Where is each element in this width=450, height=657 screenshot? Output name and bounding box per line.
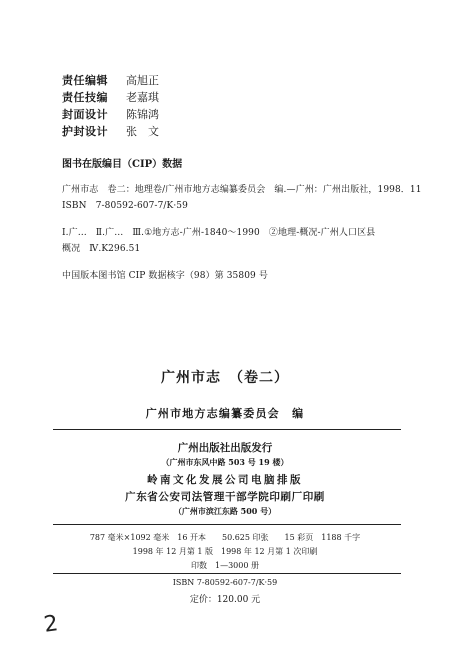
cip-isbn: ISBN 7-80592-607-7/K·59 xyxy=(62,201,188,211)
printer: 广东省公安司法管理干部学院印刷厂印刷 xyxy=(125,491,325,503)
credit-row xyxy=(62,106,159,123)
cip-classification-cont: 概况 Ⅳ.K296.51 xyxy=(62,244,141,254)
price: 定价：120.00 元 xyxy=(189,595,261,605)
handwritten-mark: 2 xyxy=(42,611,60,638)
cip-title: 图书在版编目（CIP）数据 xyxy=(62,159,183,170)
credit-row xyxy=(62,123,159,140)
credit-row xyxy=(62,89,159,106)
divider xyxy=(53,573,401,574)
printer-address: （广州市滨江东路 500 号） xyxy=(173,506,277,516)
cip-line: 广州市志 卷二：地理卷/广州市地方志编纂委员会 编.—广州：广州出版社，1998．11 xyxy=(62,185,422,195)
print-run: 印数 1—3000 册 xyxy=(191,561,259,570)
edition-info: 1998 年 12 月第 1 版 1998 年 12 月第 1 次印刷 xyxy=(132,547,318,556)
typesetter: 岭南文化发展公司电脑排版 xyxy=(147,474,303,486)
credit-name: 张 文 xyxy=(126,125,159,138)
publisher-address: （广州市东风中路 503 号 19 楼） xyxy=(161,457,289,467)
divider xyxy=(53,524,401,525)
cip-record-number: 中国版本图书馆 CIP 数据核字（98）第 35809 号 xyxy=(62,271,268,281)
credit-name: 老嘉琪 xyxy=(126,91,159,104)
isbn: ISBN 7-80592-607-7/K·59 xyxy=(172,578,278,587)
credit-name: 高旭正 xyxy=(126,74,159,87)
book-editor: 广州市地方志编纂委员会 编 xyxy=(145,407,305,420)
credits-block xyxy=(62,72,159,140)
publisher-name: 广州出版社出版发行 xyxy=(177,442,273,454)
credit-role: 责任技编 xyxy=(62,91,108,104)
divider xyxy=(53,429,401,430)
credit-role: 封面设计 xyxy=(62,108,108,121)
credit-role: 护封设计 xyxy=(62,125,108,138)
credit-row xyxy=(62,72,159,89)
credit-role: 责任编辑 xyxy=(62,74,108,87)
credit-name: 陈锦鸿 xyxy=(126,108,159,121)
cip-classification: Ⅰ.广… Ⅱ.广… Ⅲ.①地方志-广州-1840～1990 ②地理-概况-广州人口区县 xyxy=(62,228,376,238)
format-spec: 787 毫米×1092 毫米 16 开本 50.625 印张 15 彩页 1188 千字 xyxy=(89,533,361,542)
book-title: 广州市志 （卷二） xyxy=(161,370,289,386)
